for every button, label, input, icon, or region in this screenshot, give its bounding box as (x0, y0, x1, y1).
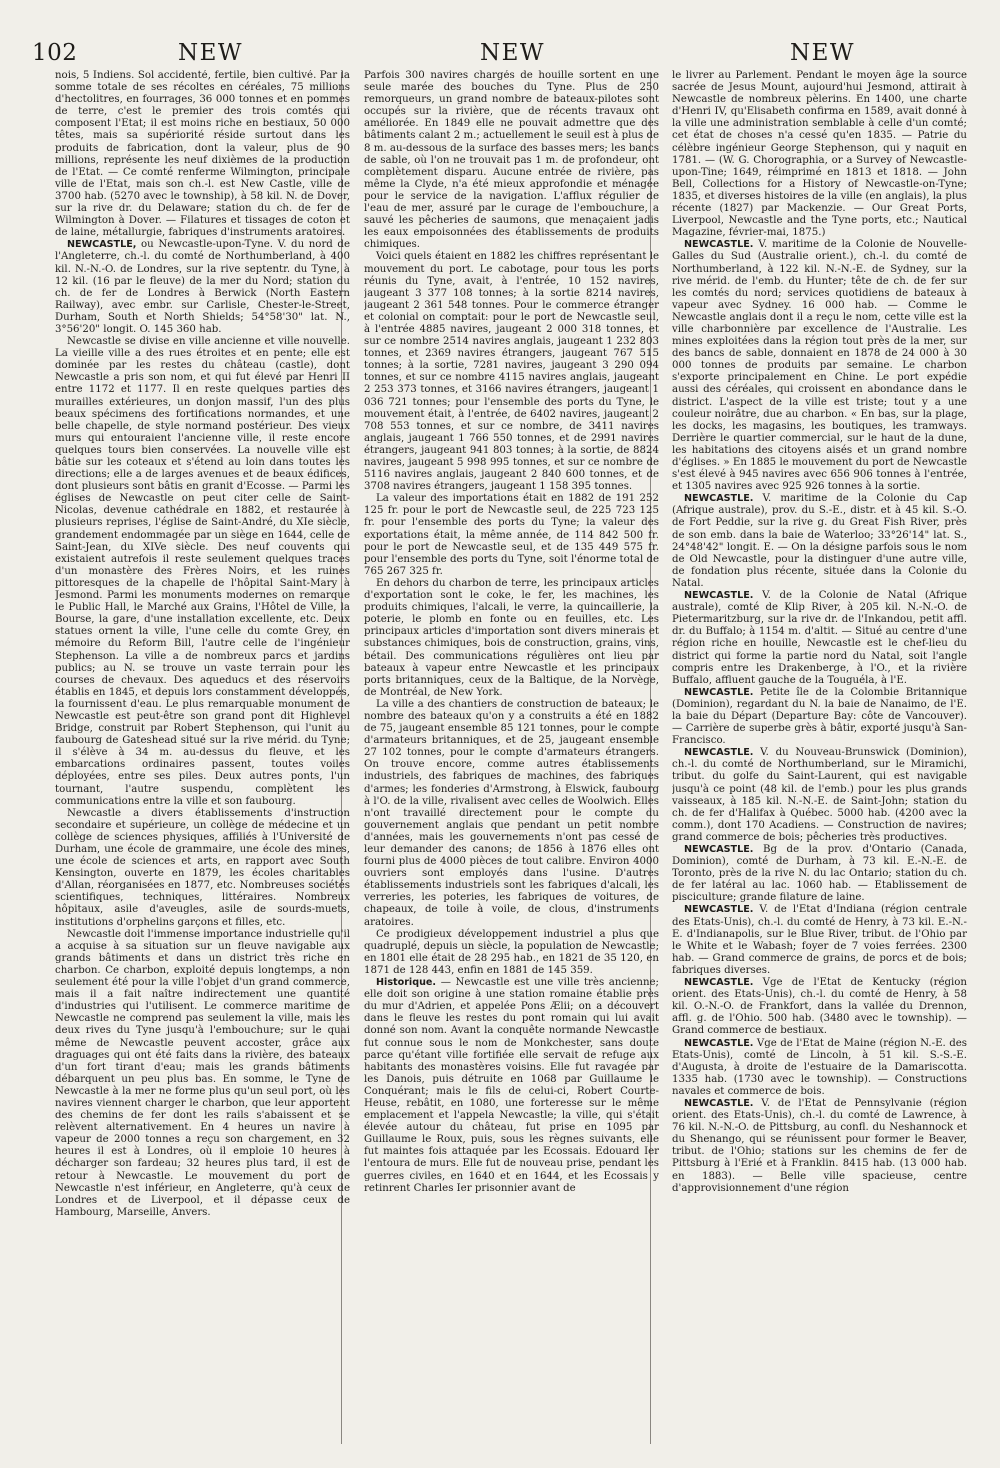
entry-paragraph (672, 590, 967, 687)
text-paragraph (55, 929, 350, 1219)
paragraph-text: Parfois 300 navires chargés de houille sortent en une seule marée des bouches du Tyne. Plus de 250 remorqueurs, un grand nombre de bateaux-pilotes sont occupés sur la rivière, que de récents travaux ont améliorée. En 1849 elle ne pouvait admettre que des bâtiments calant 2 m.; actuellement le seuil est à plus de 8 m. au-dessous de la surface des basses mers; les bancs de sable, où l'on ne trouvait pas 1 m. de profondeur, ont complètement disparu. Aucune entrée de rivière, pas même la Clyde, n'a été mieux approfondie et ménagée pour le service de la navigation. L'afflux régulier de l'eau de mer, assuré par le curage de l'embouchure, a sauvé les pêcheries de saumons, que menaçaient jadis les eaux empoisonnées des établissements de produits chimiques. (364, 70, 659, 251)
entry-headword: NEWCASTLE. (684, 590, 754, 602)
entry-paragraph (672, 904, 967, 977)
paragraph-text: La valeur des importations était en 1882 de 191 252 125 fr. pour le port de Newcastle seul, de 225 723 125 fr. pour l'ensemble des ports du Tyne; la valeur des exportations était, la même année, de 114 842 500 fr. pour le port de Newcastle seul, et de 135 449 575 fr. pour l'ensemble des ports du Tyne, soit l'énorme total de 765 267 325 fr. (364, 493, 659, 577)
entry-headword: NEWCASTLE. (684, 239, 754, 251)
paragraph-text: Newcastle doit l'immense importance industrielle qu'il a acquise à sa situation sur un fleuve navigable aux grands bâtiments et dans un district très riche en charbon. Ce charbon, exploité depuis longtemps, a non seulement été pour la ville l'objet d'un grand commerce, mais il a fait naître indirectement une quantité d'industries qui l'utilisent. Le commerce maritime de Newcastle ne comprend pas seulement la ville, mais les deux rives du Tyne jusqu'à l'embouchure; sur le quai même de Newcastle peuvent accoster, grâce aux draguages qui ont été faits dans la rivière, des bateaux d'un fort tirant d'eau; mais les grands bâtiments débarquent un peu plus bas. En somme, le Tyne de Newcastle à la mer ne forme plus qu'un seul port, où les navires viennent charger le charbon, que leur apportent des chemins de fer dont les rails s'abaissent et se relèvent alternativement. En 4 heures un navire à vapeur de 2000 tonnes a reçu son chargement, en 32 heures il est à Londres, où il emploie 10 heures à décharger son fardeau; 32 heures plus tard, il est de retour à Newcastle. Le mouvement du port de Newcastle n'est inférieur, en Angleterre, qu'à ceux de Londres et de Liverpool, et il dépasse ceux de Hambourg, Marseille, Anvers. (55, 928, 350, 1218)
page-number: 102 (32, 40, 78, 66)
entry-paragraph (672, 747, 967, 844)
column-2 (364, 70, 659, 1450)
text-paragraph (364, 493, 659, 578)
entry-headword: NEWCASTLE. (684, 844, 754, 855)
text-paragraph (364, 929, 659, 977)
paragraph-text: Newcastle se divise en ville ancienne et ville nouvelle. La vieille ville a des rues étroites et en pente; elle est dominée par les restes du château (castle), dont Newcastle a pris son nom, et qui fut élevé par Henri II entre 1172 et 1177. Il en reste quelques parties des murailles extérieures, un donjon massif, l'un des plus beaux spécimens des fortifications normandes, et une belle chapelle, de style normand postérieur. Des vieux murs qui entouraient l'ancienne ville, il reste encore quelques tours bien conservées. La nouvelle ville est bâtie sur les coteaux et s'étend au loin dans toutes les directions; elle a de larges avenues et de beaux édifices, dont plusieurs sont bâtis en granit d'Ecosse. — Parmi les églises de Newcastle on peut citer celle de Saint-Nicolas, devenue cathédrale en 1882, et restaurée à plusieurs reprises, l'église de Saint-André, du XIe siècle, grandement endommagée par un siège en 1644, celle de Saint-Jean, du XIVe siècle. Des neuf couvents qui existaient autrefois il reste seulement quelques traces d'un monastère des Frères Noirs, et les ruines pittoresques de la chapelle de l'hôpital Saint-Mary à Jesmond. Parmi les monuments modernes on remarque le Public Hall, le Marché aux Grains, l'Hôtel de Ville, la Bourse, la gare, d'une installation excellente, etc. Deux statues ornent la ville, l'une celle du comte Grey, en mémoire du Reform Bill, l'autre celle de l'ingénieur Stephenson. La ville a de nombreux parcs et jardins publics; au N. se trouve un vaste terrain pour les courses de chevaux. Des aqueducs et des réservoirs établis en 1845, et depuis lors constamment développés, la fournissent d'eau. Le plus remarquable monument de Newcastle est peut-être son grand pont dit Highlevel Bridge, construit par Robert Stephenson, qui l'unit au faubourg de Gateshead situé sur la rive mérid. du Tyne; il s'élève à 34 m. au-dessus du fleuve, et les embarcations ordinaires passent, toutes voiles déployées, entre ses piles. Deux autres ponts, l'un tournant, l'autre suspendu, complètent les communications entre la ville et son faubourg. (55, 336, 350, 807)
entry-headword: NEWCASTLE. (684, 747, 754, 759)
entry-paragraph (672, 1038, 967, 1098)
entry-headword: NEWCASTLE, (67, 239, 137, 251)
text-paragraph (55, 70, 350, 239)
paragraph-text: V. maritime de la Colonie de Nouvelle-Galles du Sud (Australie orient.), ch.-l. du comté de Northumberland, à 122 kil. N.-N.-E. de Sydney, sur la rive mérid. de l'emb. du Hunter; tête de ch. de fer sur les comtés du nord; services quotidiens de bateaux à vapeur avec Sydney. 16 000 hab. — Comme le Newcastle anglais dont il a reçu le nom, cette ville est la ville charbonnière par excellence de l'Australie. Les mines exploitées dans la région tout près de la mer, sur des bancs de sable, donnaient en 1878 de 24 000 à 30 000 tonnes de produits par semaine. Le charbon s'exporte principalement en Chine. Le port expédie aussi des céréales, qui croissent en abondance dans le district. L'aspect de la ville est triste; tout y a une couleur noirâtre, due au charbon. « En bas, sur la plage, les docks, les magasins, les boutiques, les tramways. Derrière le quartier commercial, sur le haut de la dune, les habitations des citoyens aisés et un grand nombre d'églises. » En 1885 le mouvement du port de Newcastle s'est élevé à 945 navires avec 656 906 tonnes à l'entrée, et 1305 navires avec 925 926 tonnes à la sortie. (672, 239, 967, 493)
entry-paragraph (672, 687, 967, 747)
entry-headword: Historique. (376, 977, 437, 989)
paragraph-text: V. maritime de la Colonie du Cap (Afrique australe), prov. du S.-E., distr. et à 45 kil. S.-O. de Fort Peddie, sur la rive g. du Great Fish River, près de son emb. dans la baie de Waterloo; 33°26'14" lat. S., 24°48'42" longit. E. — On la désigne parfois sous le nom de Old Newcastle, pour la distinguer d'une autre ville, de fondation plus récente, située dans la Colonie du Natal. (672, 493, 967, 589)
paragraph-text: V. du Nouveau-Brunswick (Dominion), ch.-l. du comté de Northumberland, sur le Miramichi, tribut. du golfe du Saint-Laurent, qui est navigable jusqu'à ce point (48 kil. de l'emb.) pour les plus grands vaisseaux, à 185 kil. N.-N.-E. de Saint-John; station du ch. de fer d'Halifax à Québec. 5000 hab. (4200 avec la comm.), dont 170 Acadiens. — Construction de navires; grand commerce de bois; pêcheries très productives. (672, 747, 967, 843)
paragraph-text: Petite île de la Colombie Britannique (Dominion), regardant du N. la baie de Nanaimo, de l'E. la baie du Départ (Departure Bay: côte de Vancouver). — Carrière de superbe grès à bâtir, exporté jusqu'à San-Francisco. (672, 686, 967, 747)
paragraph-text: En dehors du charbon de terre, les principaux articles d'exportation sont le coke, le fer, les machines, les produits chimiques, l'alcali, le verre, la quincaillerie, la poterie, le plomb en fonte ou en feuilles, etc. Les principaux articles d'importation sont divers minerais et substances chimiques, bois de construction, grains, vins, bétail. Des communications régulières ont lieu par bateaux à vapeur entre Newcastle et les principaux ports britanniques, ceux de la Baltique, de la Norvège, de Montréal, de New York. (364, 577, 659, 698)
entry-paragraph (364, 977, 659, 1195)
entry-paragraph (672, 493, 967, 590)
paragraph-text: nois, 5 Indiens. Sol accidenté, fertile, bien cultivé. Par la somme totale de ses récoltes en céréales, 75 millions d'hectolitres, en fourrages, 36 000 tonnes et en pommes de terre, c'est le premier des trois comtés qui composent l'Etat; il est moins riche en bestiaux, 50 000 têtes, mais sa supériorité réside surtout dans les produits de fabrication, dont la valeur, plus de 90 millions, représente les neuf dixièmes de la production de l'Etat. — Ce comté renferme Wilmington, principale ville de l'Etat, mais son ch.-l. est New Castle, ville de 3700 hab. (5270 avec le township), à 58 kil. N. de Dover, sur la rive dr. du Delaware; station du ch. de fer de Wilmington à Dover. — Filatures et tissages de coton et de laine, métallurgie, fabriques d'instruments aratoires. (55, 70, 350, 239)
paragraph-text: V. de l'Etat d'Indiana (région centrale des Etats-Unis), ch.-l. du comté de Henry, à 73 kil. E.-N.-E. d'Indianapolis, sur le Blue River, tribut. de l'Ohio par le White et le Wabash; foyer de 7 voies ferrées. 2300 hab. — Grand commerce de grains, de porcs et de bois; fabriques diverses. (672, 904, 967, 976)
paragraph-text: Ce prodigieux développement industriel a plus que quadruplé, depuis un siècle, la population de Newcastle; en 1801 elle était de 28 295 hab., en 1821 de 35 120, en 1871 de 128 443, enfin en 1881 de 145 359. (364, 928, 659, 976)
entry-headword: NEWCASTLE. (684, 493, 754, 505)
running-head-left: NEW (178, 40, 244, 66)
column-3 (672, 70, 967, 1450)
text-paragraph (55, 808, 350, 929)
running-head-right: NEW (790, 40, 856, 66)
entry-paragraph (672, 239, 967, 493)
paragraph-text: V. de la Colonie de Natal (Afrique australe), comté de Klip River, à 205 kil. N.-N.-O. de Pietermaritzburg, sur la rive dr. de l'Inkandou, petit affl. dr. du Buffalo; à 1154 m. d'altit. — Situé au centre d'une région riche en houille, Newcastle est le chef-lieu du district qui forme la partie nord du Natal, soit l'angle compris entre les Drakenberge, à l'O., et la rivière Buffalo, affluent gauche de la Touguéla, à l'E. (672, 590, 967, 686)
paragraph-text: ou Newcastle-upon-Tyne. V. du nord de l'Angleterre, ch.-l. du comté de Northumberland, à 400 kil. N.-N.-O. de Londres, sur la rive septentr. du Tyne, à 12 kil. (16 par le fleuve) de la mer du Nord; station du ch. de fer de Londres à Berwick (North Eastern Railway), avec embr. sur Carlisle, Chester-le-Street, Durham, South et North Shields; 54°58'30" lat. N., 3°56'20" longit. O. 145 360 hab. (55, 239, 350, 335)
text-paragraph (364, 251, 659, 493)
column-1 (55, 70, 350, 1450)
paragraph-text: Vge de l'Etat de Maine (région N.-E. des Etats-Unis), comté de Lincoln, à 51 kil. S.-S.-E. d'Augusta, à droite de l'estuaire de la Damariscotta. 1335 hab. (1730 avec le township). — Constructions navales et commerce de bois. (672, 1037, 967, 1097)
text-paragraph (672, 70, 967, 239)
paragraph-text: Vge de l'Etat de Kentucky (région orient. des Etats-Unis), ch.-l. du comté de Henry, à 58 kil. O.-N.-O. de Frankfort, dans la vallée du Drennon, affl. g. de l'Ohio. 500 hab. (3480 avec le township). — Grand commerce de bestiaux. (672, 977, 967, 1037)
paragraph-text: Bg de la prov. d'Ontario (Canada, Dominion), comté de Durham, à 73 kil. E.-N.-E. de Toronto, près de la rive N. du lac Ontario; station du ch. de fer latéral au lac. 1060 hab. — Etablissement de pisciculture; grande filature de laine. (672, 844, 967, 904)
paragraph-text: — Newcastle est une ville très ancienne; elle doit son origine à une station romaine établie près du mur d'Adrien, et appelée Pons Ælii; on a découvert dans le fleuve les restes du pont romain qui lui avait donné son nom. Avant la conquête normande Newcastle fut connue sous le nom de Monkchester, sans doute parce qu'étant ville fortifiée elle servait de refuge aux habitants des monastères voisins. Elle fut ravagée par les Danois, puis détruite en 1068 par Guillaume le Conquérant; mais le fils de celui-ci, Robert Courte-Heuse, rebâtit, en 1080, une forteresse sur le même emplacement et l'appela Newcastle; la ville, qui s'était élevée autour du château, fut prise en 1095 par Guillaume le Roux, puis, sous les règnes suivants, elle fut maintes fois attaquée par les Ecossais. Edouard Ier l'entoura de murs. Elle fut de nouveau prise, pendant les guerres civiles, en 1640 et en 1644, et les Ecossais y retinrent Charles Ier prisonnier avant de (364, 977, 659, 1194)
text-paragraph (364, 70, 659, 251)
paragraph-text: Newcastle a divers établissements d'instruction secondaire et supérieure, un collège de médecine et un collège de sciences physiques, affiliés à l'Université de Durham, une école de grammaire, une école des mines, une école de sciences et arts, en rapport avec South Kensington, ouverte en 1879, les écoles charitables d'Allan, réorganisées en 1877, etc. Nombreuses sociétés scientifiques, techniques, littéraires. Nombreux hôpitaux, asile d'aveugles, asile de sourds-muets, institutions d'orphelins garçons et filles, etc. (55, 807, 350, 928)
text-paragraph (364, 699, 659, 929)
entry-headword: NEWCASTLE. (684, 686, 754, 698)
entry-headword: NEWCASTLE. (684, 1037, 754, 1049)
paragraph-text: La ville a des chantiers de construction de bateaux; le nombre des bateaux qu'on y a construits a été en 1882 de 75, jaugeant ensemble 85 121 tonnes, pour le compte d'armateurs britanniques, et de 25, jaugeant ensemble 27 102 tonnes, pour le compte d'armateurs étrangers. On trouve encore, comme autres établissements industriels, des fabriques de machines, des fabriques d'armes; les fonderies d'Armstrong, à Elswick, faubourg à l'O. de la ville, rivalisent avec celles de Woolwich. Elles n'ont travaillé directement pour le compte du gouvernement anglais que pendant un petit nombre d'années, mais les gouvernements n'ont pas cessé de leur demander des canons; de 1856 à 1876 elles ont fourni plus de 4000 pièces de tout calibre. Environ 4000 ouvriers sont employés dans l'usine. D'autres établissements industriels sont les fabriques d'alcali, les verreries, les poteries, les fabriques de voitures, de chapeaux, de toile à voile, de clous, d'instruments aratoires. (364, 698, 659, 928)
entry-paragraph (672, 1098, 967, 1195)
entry-headword: NEWCASTLE. (684, 904, 754, 916)
paragraph-text: Voici quels étaient en 1882 les chiffres représentant le mouvement du port. Le cabotage, pour tous les ports réunis du Tyne, avait, à l'entrée, 10 152 navires, jaugeant 3 377 108 tonnes; à la sortie 8214 navires, jaugeant 2 361 548 tonnes. Pour le commerce étranger et colonial on comptait: pour le port de Newcastle seul, à l'entrée 4885 navires, jaugeant 2 000 318 tonnes, et sur ce nombre 2514 navires anglais, jaugeant 1 232 803 tonnes, et 2369 navires étrangers, jaugeant 767 515 tonnes; à la sortie, 7281 navires, jaugeant 3 290 094 tonnes, et sur ce nombre 4115 navires anglais, jaugeant 2 253 373 tonnes, et 3166 navires étrangers, jaugeant 1 036 721 tonnes; pour l'ensemble des ports du Tyne, le mouvement était, à l'entrée, de 6402 navires, jaugeant 2 708 553 tonnes, et sur ce nombre, de 3411 navires anglais, jaugeant 1 766 550 tonnes, et de 2991 navires étrangers, jaugeant 941 803 tonnes; à la sortie, de 8824 navires, jaugeant 5 998 995 tonnes, et sur ce nombre de 5116 navires anglais, jaugeant 2 840 600 tonnes, et de 3708 navires étrangers, jaugeant 1 158 395 tonnes. (364, 251, 659, 493)
paragraph-text: V. de l'Etat de Pennsylvanie (région orient. des Etats-Unis), ch.-l. du comté de Lawrence, à 76 kil. N.-N.-O. de Pittsburg, au confl. du Neshannock et du Shenango, qui se réunissent pour former le Beaver, tribut. de l'Ohio; stations sur les chemins de fer de Pittsburg à l'Erié et à Franklin. 8415 hab. (13 000 hab. en 1883). — Belle ville spacieuse, centre d'approvisionnement d'une région (672, 1097, 967, 1194)
entry-paragraph (55, 239, 350, 336)
entry-paragraph (672, 844, 967, 904)
text-paragraph (55, 336, 350, 808)
running-head-center: NEW (480, 40, 546, 66)
entry-headword: NEWCASTLE. (684, 977, 754, 989)
text-paragraph (364, 578, 659, 699)
text-columns (38, 70, 974, 1450)
entry-headword: NEWCASTLE. (684, 1097, 754, 1109)
paragraph-text: le livrer au Parlement. Pendant le moyen âge la source sacrée de Jesus Mount, aujourd'hui Jesmond, attirait à Newcastle de nombreux pèlerins. En 1400, une charte d'Henri IV, qu'Elisabeth confirma en 1589, avait donné à la ville une administration semblable à celle d'un comté; cet état de choses n'a cessé qu'en 1835. — Patrie du célèbre ingénieur George Stephenson, qui y naquit en 1781. — (W. G. Chorographia, or a Survey of Newcastle-upon-Tine; 1649, réimprimé en 1813 et 1818. — John Bell, Collections for a History of Newcastle-on-Tyne; 1835, et diverses histoires de la ville (en anglais), la plus récente (1827) par Mackenzie. — Our Great Ports, Liverpool, Newcastle and the Tyne ports, etc.; Nautical Magazine, février-mai, 1875.) (672, 70, 967, 239)
entry-paragraph (672, 977, 967, 1037)
